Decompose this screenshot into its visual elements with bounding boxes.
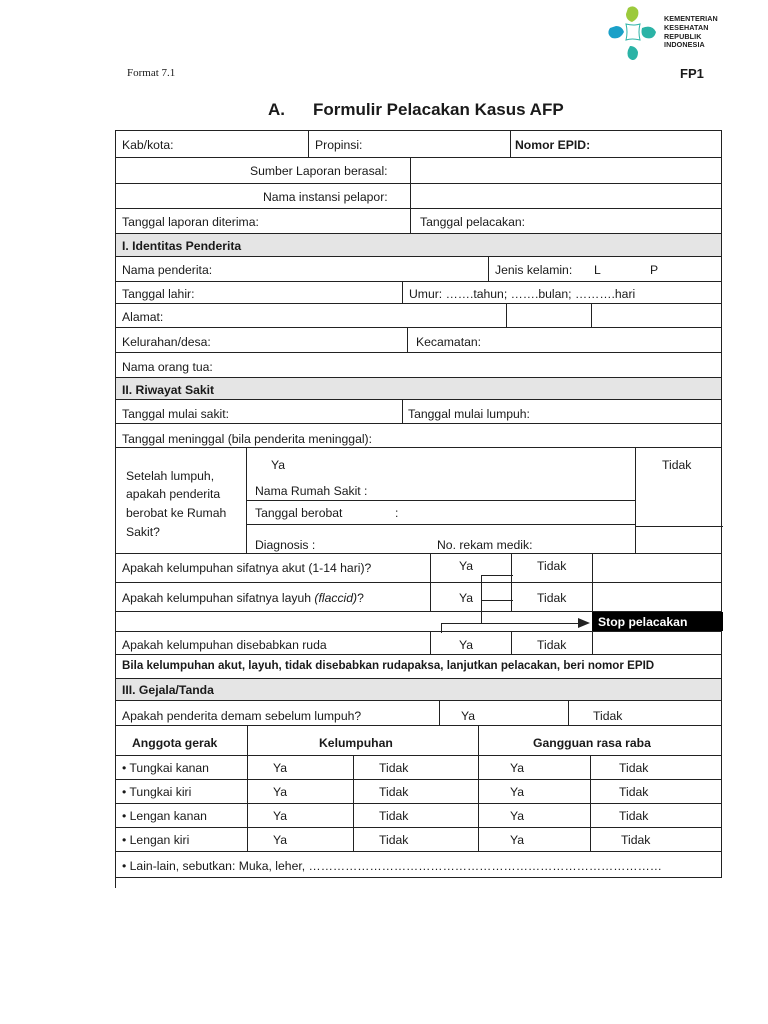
limb-label: • Tungkai kanan bbox=[122, 761, 209, 775]
ministry-name bbox=[664, 15, 718, 50]
section-identitas bbox=[115, 234, 722, 257]
cell-divider bbox=[247, 726, 248, 755]
tanggal-laporan-label: Tanggal laporan diterima: bbox=[122, 215, 259, 229]
flow-connector bbox=[481, 575, 513, 576]
kelumpuhan-ya-option[interactable]: Ya bbox=[273, 809, 288, 823]
cell-divider bbox=[591, 304, 592, 327]
row-note bbox=[115, 655, 722, 679]
kecamatan-label: Kecamatan: bbox=[416, 335, 482, 349]
cell-divider bbox=[590, 756, 591, 779]
ministry-logo bbox=[606, 4, 726, 64]
limb-table-header bbox=[115, 726, 722, 756]
q-ruda-label: Apakah kelumpuhan disebabkan ruda bbox=[122, 638, 327, 652]
q-layuh-flaccid: (flaccid) bbox=[314, 591, 358, 605]
cell-divider bbox=[353, 780, 354, 803]
tanggal-mulai-lumpuh-label: Tanggal mulai lumpuh: bbox=[408, 407, 530, 421]
nama-orang-tua-label: Nama orang tua: bbox=[122, 360, 213, 374]
cell-divider bbox=[635, 448, 636, 554]
row-rumah-sakit bbox=[115, 448, 722, 554]
row-nama-penderita[interactable] bbox=[115, 257, 722, 282]
rasa-raba-tidak-option[interactable]: Tidak bbox=[619, 809, 649, 823]
title-letter: A. bbox=[268, 100, 285, 119]
cell-divider bbox=[353, 828, 354, 851]
rasa-raba-ya-option[interactable]: Ya bbox=[510, 809, 525, 823]
kab-kota-label: Kab/kota: bbox=[122, 138, 174, 152]
section-gejala-title: III. Gejala/Tanda bbox=[122, 683, 214, 697]
row-stop bbox=[115, 612, 722, 632]
q-layuh-mark: ? bbox=[357, 591, 364, 605]
section-gejala bbox=[115, 679, 722, 701]
no-rekam-medik-label: No. rekam medik: bbox=[437, 538, 533, 552]
rs-question-line: berobat ke Rumah bbox=[126, 506, 227, 520]
tanggal-lahir-label: Tanggal lahir: bbox=[122, 287, 195, 301]
tanggal-berobat-label: Tanggal berobat bbox=[255, 506, 343, 520]
nama-penderita-label: Nama penderita: bbox=[122, 263, 213, 277]
row-tanggal-meninggal[interactable] bbox=[115, 424, 722, 448]
arrow-right-icon bbox=[578, 618, 590, 628]
cell-divider bbox=[430, 554, 431, 582]
cell-divider bbox=[308, 130, 309, 157]
q-layuh-text: Apakah kelumpuhan sifatnya layuh bbox=[122, 591, 315, 605]
q-layuh-label bbox=[122, 591, 364, 605]
ministry-of-health-logo-icon bbox=[606, 4, 662, 64]
ruda-tidak-option[interactable]: Tidak bbox=[537, 638, 567, 652]
row-q-demam bbox=[115, 701, 722, 726]
cell-divider bbox=[590, 780, 591, 803]
cell-divider bbox=[407, 328, 408, 352]
limb-row bbox=[115, 756, 722, 780]
limb-label: • Tungkai kiri bbox=[122, 785, 192, 799]
cell-divider bbox=[439, 701, 440, 725]
cell-divider bbox=[592, 554, 593, 582]
layuh-tidak-option[interactable]: Tidak bbox=[537, 591, 567, 605]
rasa-raba-ya-option[interactable]: Ya bbox=[510, 833, 525, 847]
cell-divider bbox=[478, 828, 479, 851]
rs-question-line: Setelah lumpuh, bbox=[126, 469, 215, 483]
cell-divider bbox=[402, 400, 403, 423]
cell-divider bbox=[478, 780, 479, 803]
kelumpuhan-tidak-option[interactable]: Tidak bbox=[379, 761, 409, 775]
form-tail-line bbox=[115, 878, 116, 888]
stop-label: Stop pelacakan bbox=[598, 615, 688, 629]
rs-tidak-option[interactable]: Tidak bbox=[662, 458, 692, 472]
q-akut-label: Apakah kelumpuhan sifatnya akut (1-14 hari)? bbox=[122, 561, 372, 575]
cell-divider bbox=[478, 756, 479, 779]
col-kelumpuhan: Kelumpuhan bbox=[319, 736, 393, 750]
nomor-epid-label: Nomor EPID: bbox=[515, 138, 591, 152]
diagnosis-label: Diagnosis : bbox=[255, 538, 316, 552]
cell-divider bbox=[592, 583, 593, 611]
cell-divider bbox=[506, 304, 507, 327]
ministry-line: REPUBLIK bbox=[664, 31, 702, 41]
cell-divider bbox=[247, 756, 248, 779]
rasa-raba-ya-option[interactable]: Ya bbox=[510, 785, 525, 799]
rs-ya-option[interactable]: Ya bbox=[271, 458, 286, 472]
limb-row bbox=[115, 828, 722, 852]
sex-option-l[interactable]: L bbox=[594, 263, 601, 277]
rasa-raba-ya-option[interactable]: Ya bbox=[510, 761, 525, 775]
ministry-line: KESEHATAN bbox=[664, 22, 709, 32]
cell-divider bbox=[511, 554, 512, 582]
kelumpuhan-tidak-option[interactable]: Tidak bbox=[379, 785, 409, 799]
nama-instansi-label: Nama instansi pelapor: bbox=[263, 190, 388, 204]
tanggal-mulai-sakit-label: Tanggal mulai sakit: bbox=[122, 407, 230, 421]
cell-divider bbox=[402, 282, 403, 303]
cell-divider bbox=[353, 804, 354, 827]
inner-rule bbox=[246, 524, 635, 525]
cell-divider bbox=[478, 804, 479, 827]
row-q-layuh bbox=[115, 583, 722, 612]
demam-ya-option[interactable]: Ya bbox=[461, 709, 476, 723]
row-region bbox=[115, 130, 722, 158]
section-riwayat bbox=[115, 378, 722, 400]
cell-divider bbox=[410, 184, 411, 208]
row-q-akut bbox=[115, 554, 722, 583]
rasa-raba-tidak-option[interactable]: Tidak bbox=[621, 833, 651, 847]
rasa-raba-tidak-option[interactable]: Tidak bbox=[619, 785, 649, 799]
note-text: Bila kelumpuhan akut, layuh, tidak disebabkan rudapaksa, lanjutkan pelacakan, beri nomor EPID bbox=[122, 659, 655, 672]
cell-divider bbox=[510, 130, 511, 157]
sumber-laporan-label: Sumber Laporan berasal: bbox=[250, 164, 388, 178]
ministry-line: INDONESIA bbox=[664, 40, 705, 50]
akut-ya-option[interactable]: Ya bbox=[459, 559, 474, 573]
lain-lain-label: • Lain-lain, sebutkan: Muka, leher, …………………………………………………………………………… bbox=[122, 859, 662, 873]
kelumpuhan-tidak-option[interactable]: Tidak bbox=[379, 809, 409, 823]
flow-arrow-line bbox=[441, 623, 583, 624]
limb-row bbox=[115, 804, 722, 828]
section-riwayat-title: II. Riwayat Sakit bbox=[122, 383, 215, 397]
row-tanggal-laporan[interactable] bbox=[115, 209, 722, 234]
stop-label-box bbox=[592, 612, 723, 631]
row-kelurahan[interactable] bbox=[115, 328, 722, 353]
kelumpuhan-ya-option[interactable]: Ya bbox=[273, 833, 288, 847]
col-anggota-gerak: Anggota gerak bbox=[132, 736, 218, 750]
umur-label: Umur: …….tahun; …….bulan; ……….hari bbox=[409, 287, 636, 301]
limb-label: • Lengan kiri bbox=[122, 833, 190, 847]
cell-divider bbox=[353, 756, 354, 779]
cell-divider bbox=[511, 583, 512, 611]
flow-connector bbox=[481, 575, 482, 623]
format-label: Format 7.1 bbox=[127, 67, 176, 79]
rs-question-line: Sakit? bbox=[126, 525, 160, 539]
cell-divider bbox=[511, 632, 512, 654]
q-demam-label: Apakah penderita demam sebelum lumpuh? bbox=[122, 709, 362, 723]
ruda-ya-option[interactable]: Ya bbox=[459, 638, 474, 652]
row-nama-orang-tua[interactable] bbox=[115, 353, 722, 378]
row-lain-lain[interactable] bbox=[115, 852, 722, 878]
page-title: Formulir Pelacakan Kasus AFP bbox=[313, 100, 564, 119]
tanggal-berobat-colon: : bbox=[395, 506, 399, 520]
inner-rule bbox=[635, 526, 723, 527]
col-gangguan-rasa-raba: Gangguan rasa raba bbox=[533, 736, 651, 750]
cell-divider bbox=[430, 632, 431, 654]
row-tanggal-lahir[interactable] bbox=[115, 282, 722, 304]
sex-option-p[interactable]: P bbox=[650, 263, 659, 277]
limb-row bbox=[115, 780, 722, 804]
cell-divider bbox=[410, 209, 411, 233]
cell-divider bbox=[430, 583, 431, 611]
rasa-raba-tidak-option[interactable]: Tidak bbox=[619, 761, 649, 775]
nama-rs-label: Nama Rumah Sakit : bbox=[255, 484, 368, 498]
cell-divider bbox=[590, 804, 591, 827]
propinsi-label: Propinsi: bbox=[315, 138, 363, 152]
cell-divider bbox=[247, 828, 248, 851]
cell-divider bbox=[410, 158, 411, 183]
jenis-kelamin-label: Jenis kelamin: bbox=[495, 263, 573, 277]
inner-rule bbox=[246, 500, 635, 501]
demam-tidak-option[interactable]: Tidak bbox=[593, 709, 623, 723]
row-sumber-laporan[interactable] bbox=[115, 158, 722, 184]
cell-divider bbox=[478, 726, 479, 755]
kelurahan-label: Kelurahan/desa: bbox=[122, 335, 211, 349]
limb-label: • Lengan kanan bbox=[122, 809, 207, 823]
row-q-ruda bbox=[115, 632, 722, 655]
cell-divider bbox=[488, 257, 489, 281]
section-identitas-title: I. Identitas Penderita bbox=[122, 239, 242, 253]
afp-form bbox=[115, 130, 722, 890]
cell-divider bbox=[247, 804, 248, 827]
layuh-ya-option[interactable]: Ya bbox=[459, 591, 474, 605]
tanggal-meninggal-label: Tanggal meninggal (bila penderita meninggal): bbox=[122, 432, 373, 446]
form-code: FP1 bbox=[680, 66, 704, 81]
kelumpuhan-ya-option[interactable]: Ya bbox=[273, 785, 288, 799]
cell-divider bbox=[592, 632, 593, 654]
ministry-line: KEMENTERIAN bbox=[664, 14, 718, 23]
akut-tidak-option[interactable]: Tidak bbox=[537, 559, 567, 573]
row-nama-instansi[interactable] bbox=[115, 184, 722, 209]
cell-divider bbox=[247, 780, 248, 803]
rs-question-line: apakah penderita bbox=[126, 487, 221, 501]
flow-connector bbox=[481, 600, 513, 601]
cell-divider bbox=[590, 828, 591, 851]
tanggal-pelacakan-label: Tanggal pelacakan: bbox=[420, 215, 526, 229]
row-tanggal-mulai-sakit[interactable] bbox=[115, 400, 722, 424]
kelumpuhan-ya-option[interactable]: Ya bbox=[273, 761, 288, 775]
kelumpuhan-tidak-option[interactable]: Tidak bbox=[379, 833, 409, 847]
alamat-label: Alamat: bbox=[122, 310, 164, 324]
cell-divider bbox=[568, 701, 569, 725]
row-alamat[interactable] bbox=[115, 304, 722, 328]
